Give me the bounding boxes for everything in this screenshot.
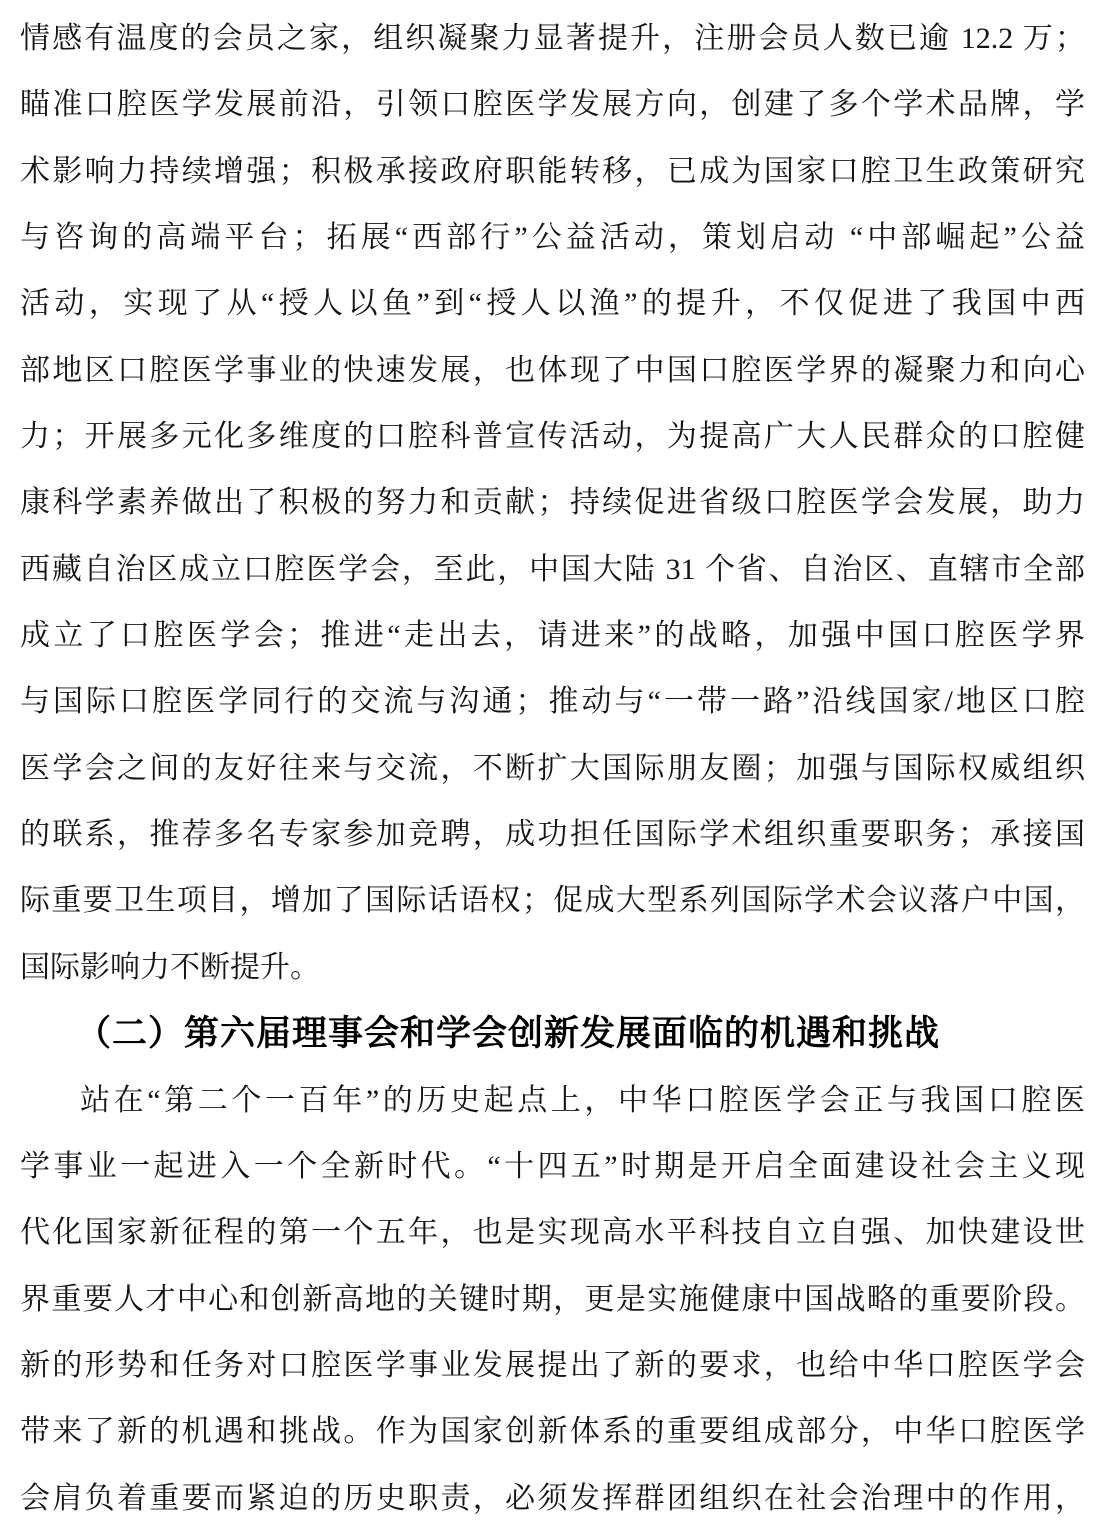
- paragraph-line: 会肩负着重要而紧迫的历史职责，必须发挥群团组织在社会治理中的作用，: [20, 1481, 1085, 1515]
- paragraph-line: 代化国家新征程的第一个五年，也是实现高水平科技自立自强、加快建设世: [20, 1216, 1085, 1250]
- paragraph-line: 界重要人才中心和创新高地的关键时期，更是实施健康中国战略的重要阶段。: [20, 1282, 1085, 1316]
- paragraph-line: 活动，实现了从“授人以鱼”到“授人以渔”的提升，不仅促进了我国中西: [20, 287, 1085, 321]
- paragraph-line: 际重要卫生项目，增加了国际话语权；促成大型系列国际学术会议落户中国，: [20, 884, 1085, 918]
- paragraph-line: 带来了新的机遇和挑战。作为国家创新体系的重要组成部分，中华口腔医学: [20, 1415, 1085, 1449]
- paragraph-line: 部地区口腔医学事业的快速发展，也体现了中国口腔医学界的凝聚力和向心: [20, 353, 1085, 387]
- paragraph-line: 的联系，推荐多名专家参加竞聘，成功担任国际学术组织重要职务；承接国: [20, 818, 1085, 852]
- paragraph-last-line: 国际影响力不断提升。: [20, 950, 320, 984]
- paragraph-line: 新的形势和任务对口腔医学事业发展提出了新的要求，也给中华口腔医学会: [20, 1348, 1085, 1382]
- paragraph-line: 与咨询的高端平台；拓展“西部行”公益活动，策划启动 “中部崛起”公益: [20, 221, 1085, 255]
- paragraph-line: 站在“第二个一百年”的历史起点上，中华口腔医学会正与我国口腔医: [80, 1083, 1085, 1117]
- paragraph-line: 成立了口腔医学会；推进“走出去，请进来”的战略，加强中国口腔医学界: [20, 619, 1085, 653]
- paragraph-line: 医学会之间的友好往来与交流，不断扩大国际朋友圈；加强与国际权威组织: [20, 751, 1085, 785]
- section-heading: （二）第六届理事会和学会创新发展面临的机遇和挑战: [76, 1014, 941, 1054]
- paragraph-line: 情感有温度的会员之家，组织凝聚力显著提升，注册会员人数已逾 12.2 万；: [20, 22, 1085, 55]
- paragraph-line: 西藏自治区成立口腔医学会，至此，中国大陆 31 个省、自治区、直辖市全部: [20, 552, 1085, 586]
- paragraph-line: 术影响力持续增强；积极承接政府职能转移，已成为国家口腔卫生政策研究: [20, 154, 1085, 188]
- paragraph-line: 瞄准口腔医学发展前沿，引领口腔医学发展方向，创建了多个学术品牌，学: [20, 88, 1085, 122]
- paragraph-line: 康科学素养做出了积极的努力和贡献；持续促进省级口腔医学会发展，助力: [20, 486, 1085, 520]
- paragraph-line: 与国际口腔医学同行的交流与沟通；推动与“一带一路”沿线国家/地区口腔: [20, 685, 1085, 719]
- paragraph-line: 学事业一起进入一个全新时代。“十四五”时期是开启全面建设社会主义现: [20, 1149, 1085, 1183]
- paragraph-line: 力；开展多元化多维度的口腔科普宣传活动，为提高广大人民群众的口腔健: [20, 420, 1085, 454]
